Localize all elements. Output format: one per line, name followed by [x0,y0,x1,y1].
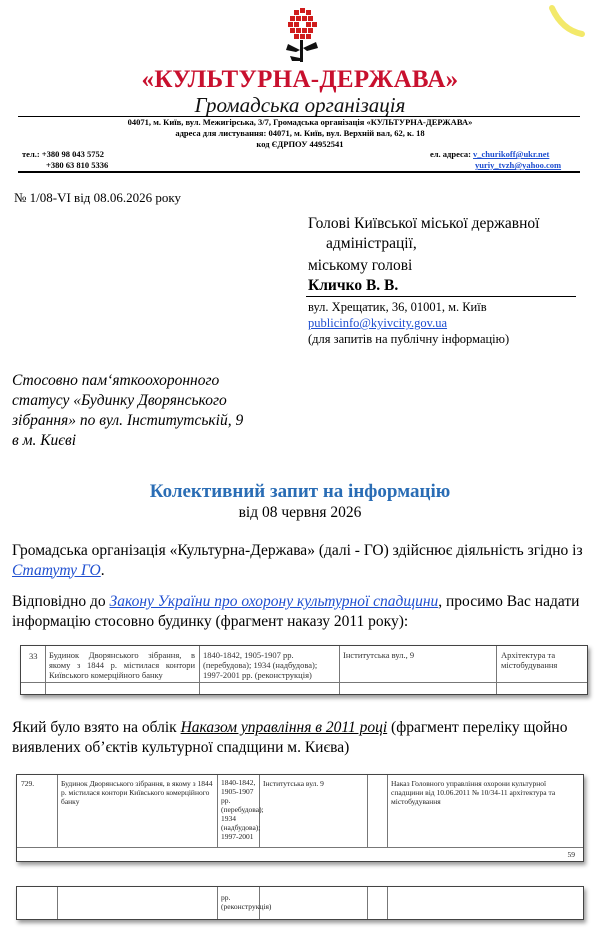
fragment1-address: Інститутська вул., 9 [343,650,415,660]
fragment2-page-number: 59 [567,850,575,859]
statute-link[interactable]: Статуту ГО [12,561,101,579]
request-date: від 08 червня 2026 [238,504,362,521]
org-name: «КУЛЬТУРНА-ДЕРЖАВА» [141,66,459,93]
paragraph-1-text: Громадська організація «Культурна-Держава» (далі - ГО) здійснює діяльність згідно із [12,542,583,559]
fragment2-name: Будинок Дворянського зібрання, в якому з 1844 р. містилася контори Київського комерційного банку [61,779,213,806]
email-label: ел. адреса: [430,149,471,159]
heritage-list-fragment [16,774,584,862]
yellow-corner-mark [546,4,586,40]
subject-line-4: в м. Києві [12,432,77,449]
org-subtitle: Громадська організація [194,93,406,117]
phone-1: тел.: +380 98 043 5752 [22,149,105,159]
recipient-divider [306,296,576,297]
fragment2-address: Інститутська вул. 9 [263,779,324,788]
fragment3-dates: рр. (реконструкція) [221,893,272,911]
recipient-line-1: Голові Київської міської державної [308,215,540,232]
rose-logo [272,6,332,66]
recipient-line-2: адміністрації, [326,235,417,252]
fragment1-name: Будинок Дворянського зібрання, в якому з 1844 р. містилася контори Київського комерційного банку [49,650,195,680]
recipient-address: вул. Хрещатик, 36, 01001, м. Київ [308,300,487,314]
fragment2-order: Наказ Головного управління охорони культурної спадщини від 10.06.2011 № 10/34-11 архітектура та містобудування [391,779,556,806]
fragment1-dates: 1840-1842, 1905-1907 рр. (перебудова); 1934 (надбудова); 1997-2001 рр. (реконструкція) [203,650,318,680]
address-line-1: 04071, м. Київ, вул. Межигірська, 3/7, Громадська організація «КУЛЬТУРНА-ДЕРЖАВА» [127,117,473,127]
paragraph-3-text: Який було взято на облік [12,719,181,736]
recipient-line-3: міському голові [308,257,413,274]
edrpou-code: код ЄДРПОУ 44952541 [256,139,344,149]
request-title: Колективний запит на інформацію [149,481,451,502]
phone-2: +380 63 810 5336 [46,160,109,170]
paragraph-2-end: , просимо Вас надати інформацію стосовно будинку (фрагмент наказу 2011 року): [12,593,580,630]
fragment1-type: Архітектура та містобудування [501,650,558,670]
paragraph-1 [12,541,594,580]
order-fragment-2011 [20,645,588,695]
fragment2-num: 729. [21,779,35,788]
recipient-name: Кличко В. В. [308,277,399,294]
recipient-note: (для запитів на публічну інформацію) [308,332,510,346]
email-row-1 [430,149,549,159]
paragraph-1-end: . [100,561,105,579]
email-link-1[interactable]: v_churikoff@ukr.net [473,149,550,159]
document-reference: № 1/08-VI від 08.06.2026 року [14,190,182,205]
subject-line-3: зібрання» по вул. Інститутській, 9 [12,412,244,429]
subject-block [12,371,312,451]
address-line-2: адреса для листування: 04071, м. Київ, вул. Верхній вал, 62, к. 18 [175,128,425,138]
order-2011-link[interactable]: Наказом управління в 2011 році [180,719,388,736]
paragraph-3-end: (фрагмент переліку щойно виявлених об’єктів культурної спадщини м. Києва) [12,719,568,756]
recipient-email-link[interactable]: publicinfo@kyivcity.gov.ua [308,316,448,330]
fragment1-num: 33 [29,651,38,661]
email-link-2[interactable]: yuriy_tvzh@yahoo.com [475,160,562,170]
heritage-law-link[interactable]: Закону України про охорону культурної спадщини [109,593,439,610]
paragraph-2 [12,592,594,631]
fragment2-dates: 1840-1842, 1905-1907 рр. (перебудова); 1934 (надбудова); 1997-2001 [221,778,264,841]
paragraph-3 [12,718,594,757]
heritage-list-fragment-continued [16,886,584,920]
paragraph-2-text: Відповідно до [12,593,110,610]
letterhead-rule-bottom [18,171,580,173]
subject-line-2: статусу «Будинку Дворянського [12,392,227,409]
subject-line-1: Стосовно пам‘яткоохоронного [12,372,220,389]
